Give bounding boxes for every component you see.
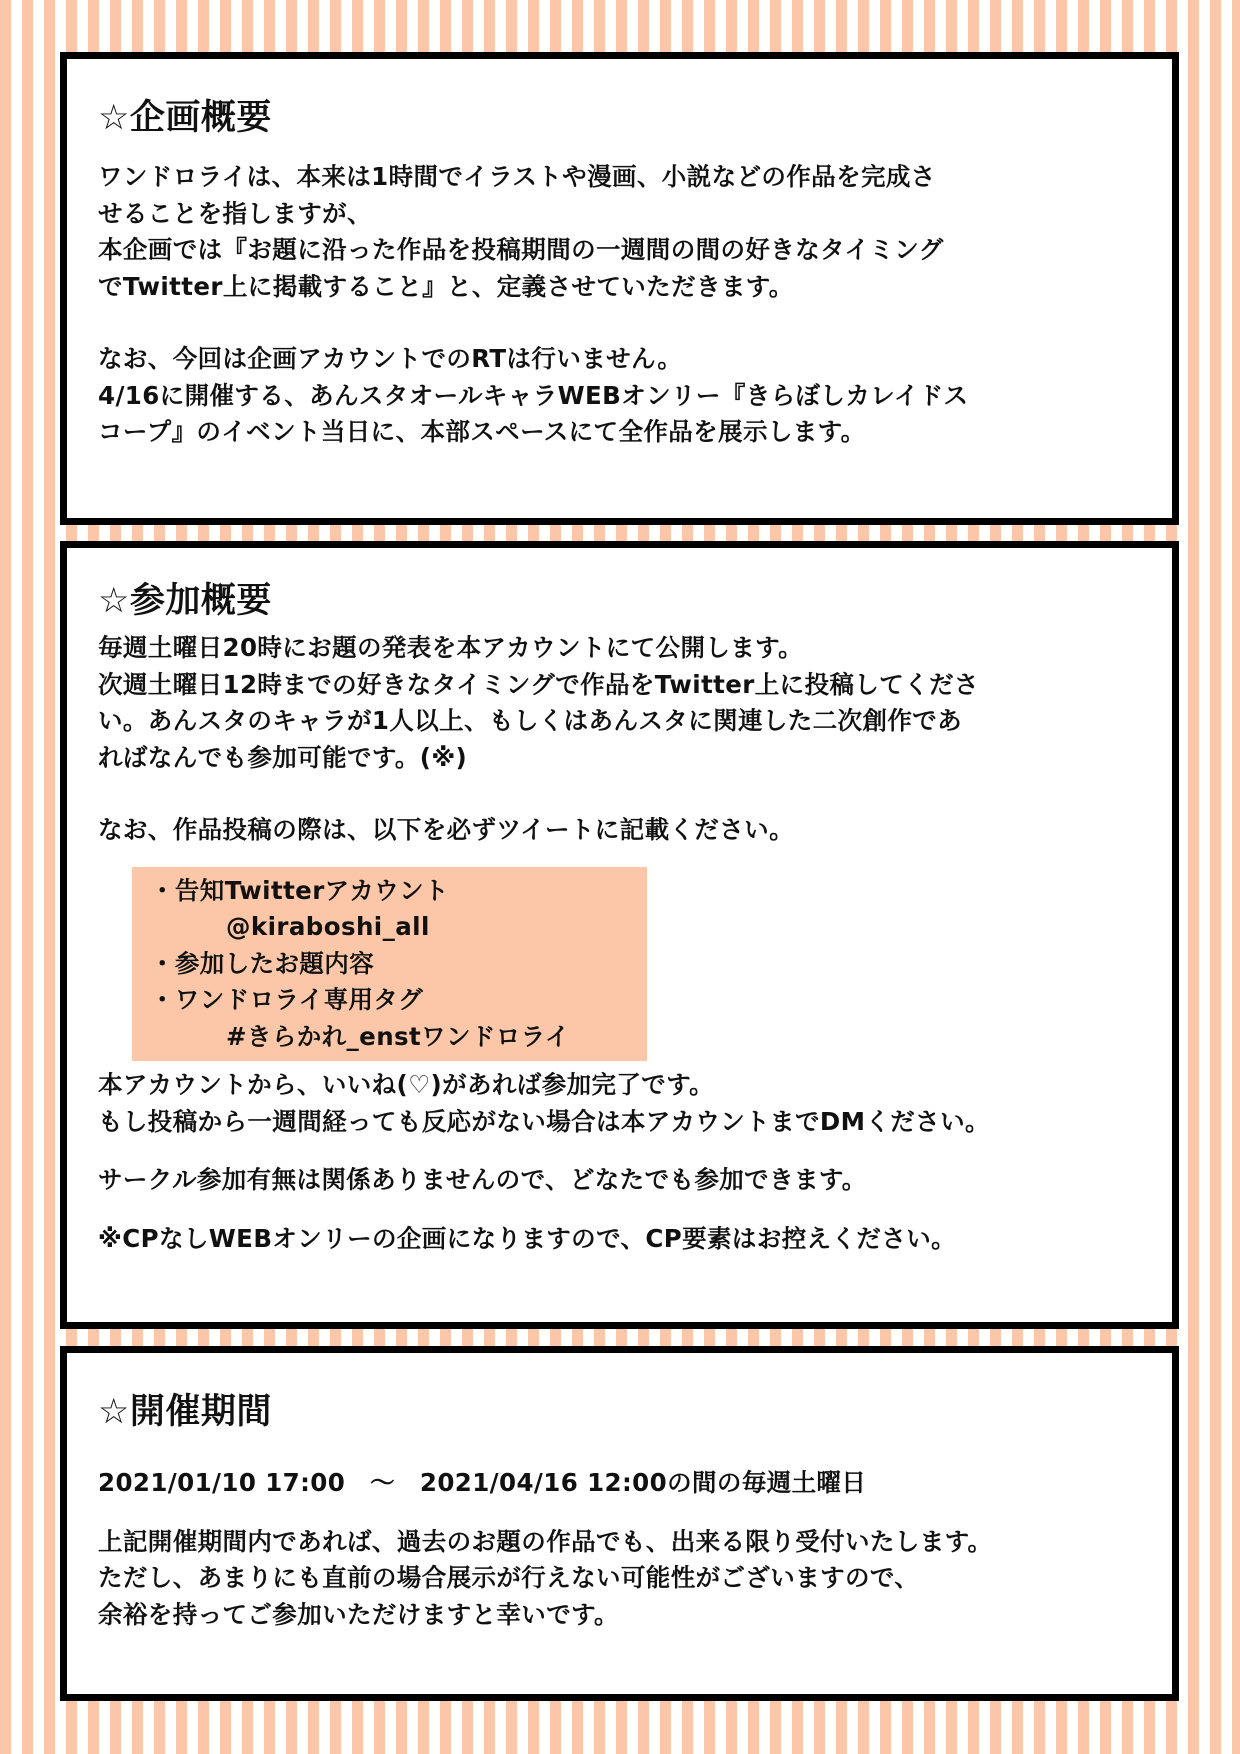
required-item-label: ・ 告知Twitterアカウント (150, 873, 647, 910)
overview-note-line: 4/16に開催する、あんスタオールキャラWEBオンリー『きらぼしカレイドス (98, 380, 969, 410)
hashtag: #きらかれ_enstワンドロライ (226, 1021, 570, 1051)
participation-after-line: 本アカウントから、いいね(♡)があれば参加完了です。 (98, 1070, 715, 1099)
period-line: 上記開催期間内であれば、過去のお題の作品でも、出来る限り受付いたします。 (98, 1526, 993, 1556)
participation-line: 次週土曜日12時までの好きなタイミングで作品をTwitter上に投稿してくださ (98, 669, 979, 699)
overview-line: ワンドロライは、本来は1時間でイラストや漫画、小説などの作品を完成さ (98, 162, 936, 191)
participation-after-line: もし投稿から一週間経っても反応がない場合は本アカウントまでDMください。 (98, 1106, 990, 1136)
twitter-handle: @kiraboshi_all (226, 912, 430, 941)
participation-line: ればなんでも参加可能です。(※) (98, 742, 468, 772)
period-heading: ☆開催期間 (98, 1392, 272, 1432)
period-line: 余裕を持ってご参加いただけますと幸いです。 (98, 1599, 619, 1629)
required-item-label: ・ ワンドロライ専用タグ (150, 982, 647, 1019)
overview-line: でTwitter上に掲載すること』と、定義させていただきます。 (98, 271, 794, 301)
overview-line: 本企画では『お題に沿った作品を投稿期間の一週間の間の好きなタイミング (98, 235, 944, 264)
period-line: ただし、あまりにも直前の場合展示が行えない可能性がございますので、 (98, 1563, 920, 1592)
participation-line: 毎週土曜日20時にお題の発表を本アカウントにて公開します。 (98, 633, 803, 662)
overview-heading: ☆企画概要 (98, 98, 272, 138)
period-range: 2021/01/10 17:00 ～ 2021/04/16 12:00の間の毎週土曜日 (98, 1468, 867, 1497)
overview-section (60, 52, 1179, 525)
required-info-box (132, 867, 647, 1062)
overview-line: せることを指しますが、 (98, 198, 372, 228)
overview-note-line: なお、今回は企画アカウントでのRTは行いません。 (98, 344, 683, 373)
participation-heading: ☆参加概要 (98, 581, 272, 621)
participation-note: なお、作品投稿の際は、以下を必ずツイートに記載ください。 (98, 815, 794, 844)
overview-note-line: コープ』のイベント当日に、本部スペースにて全作品を展示します。 (98, 417, 866, 446)
cp-note: ※CPなしWEBオンリーの企画になりますので、CP要素はお控えください。 (98, 1223, 957, 1253)
circle-note: サークル参加有無は関係ありませんので、どなたでも参加できます。 (98, 1165, 867, 1194)
participation-line: い。あんスタのキャラが1人以上、もしくはあんスタに関連した二次創作であ (98, 706, 963, 735)
required-item-label: ・ 参加したお題内容 (150, 946, 647, 983)
participation-section (60, 541, 1179, 1329)
period-section (60, 1346, 1179, 1701)
